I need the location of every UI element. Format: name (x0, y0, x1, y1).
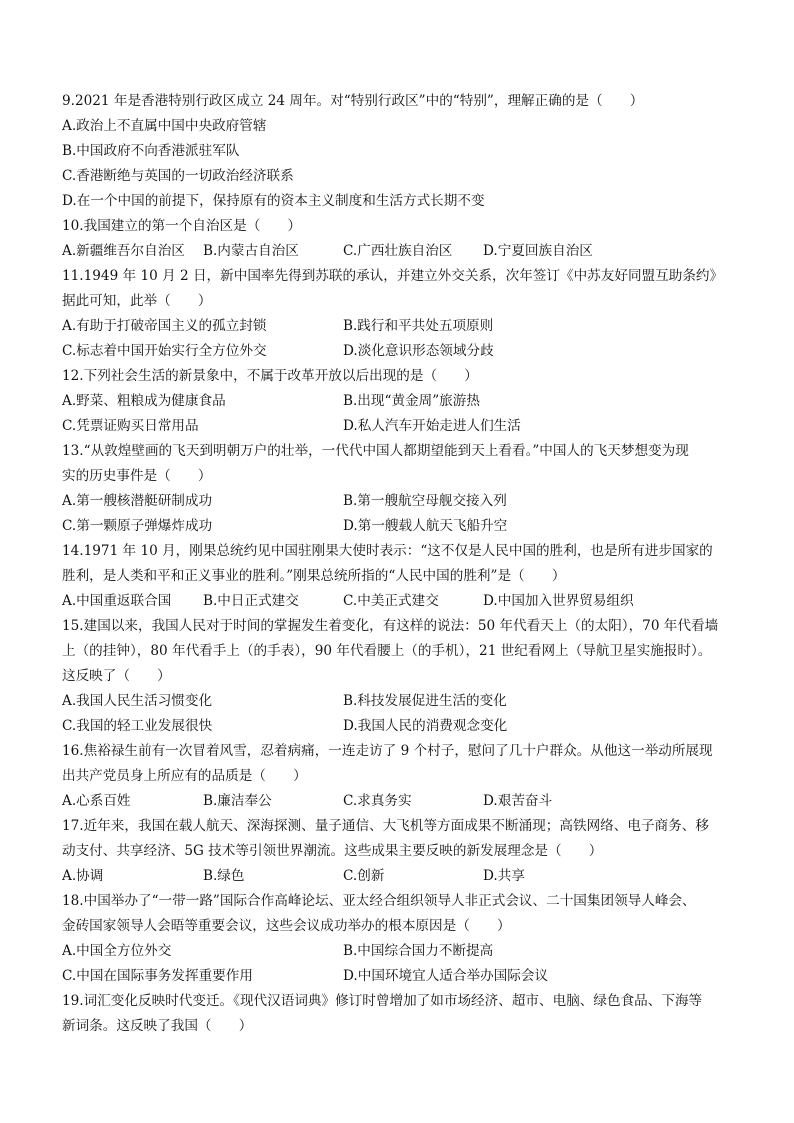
question-stem-line: 上（的挂钟），80 年代看手上（的手表），90 年代看腰上（的手机），21 世纪看网上（导航卫星实施报时）。 (62, 643, 712, 659)
question-stem-line: 新词条。这反映了我国（ ） (62, 1018, 253, 1034)
answer-options-row (62, 339, 734, 364)
question-block (62, 539, 734, 614)
answer-options-row (62, 514, 734, 539)
answer-option: D.宁夏回族自治区 (483, 243, 593, 259)
answer-option: D.私人汽车开始走进人们生活 (343, 418, 521, 434)
answer-option: C.我国的轻工业发展很快 (62, 718, 213, 734)
answer-options-row (62, 689, 734, 714)
answer-options-row (62, 389, 734, 414)
answer-option: C.标志着中国开始实行全方位外交 (62, 343, 267, 359)
answer-option: C.广西壮族自治区 (343, 243, 453, 259)
question-list (62, 89, 734, 1039)
answer-options-row (62, 239, 734, 264)
question-stem-line: 动支付、共享经济、5G 技术等引领世界潮流。这些成果主要反映的新发展理念是（ ） (62, 843, 603, 859)
answer-option: D.共享 (483, 868, 525, 884)
answer-options-row (62, 314, 734, 339)
question-block (62, 739, 734, 814)
question-block (62, 814, 734, 889)
answer-option: D.中国加入世界贸易组织 (483, 593, 634, 609)
answer-option: B.出现“黄金周”旅游热 (343, 393, 480, 409)
answer-option: A.中国重返联合国 (62, 593, 172, 609)
answer-option: C.创新 (343, 868, 385, 884)
question-stem-line: 17.近年来，我国在载人航天、深海探测、量子通信、大飞机等方面成果不断涌现；高铁网络、电子商务、移 (62, 818, 709, 834)
answer-option: D.第一艘载人航天飞船升空 (343, 518, 508, 534)
question-stem-line: 这反映了（ ） (62, 668, 171, 684)
answer-option: B.中国政府不向香港派驻军队 (62, 143, 240, 159)
answer-option: B.中日正式建交 (203, 593, 299, 609)
answer-options-row (62, 964, 734, 989)
question-stem-line: 15.建国以来，我国人民对于时间的掌握发生着变化，有这样的说法：50 年代看天上（的太阳），70 年代看墙 (62, 618, 719, 634)
question-block (62, 614, 734, 739)
question-stem-line: 金砖国家领导人会晤等重要会议，这些会议成功举办的根本原因是（ ） (62, 918, 511, 934)
answer-option: D.我国人民的消费观念变化 (343, 718, 508, 734)
answer-option: B.中国综合国力不断提高 (343, 943, 494, 959)
answer-option: B.科技发展促进生活的变化 (343, 693, 507, 709)
answer-option: A.协调 (62, 868, 104, 884)
question-block (62, 264, 734, 364)
answer-option: A.我国人民生活习惯变化 (62, 693, 213, 709)
answer-option: B.第一艘航空母舰交接入列 (343, 493, 507, 509)
question-block (62, 89, 734, 214)
question-stem-line: 9.2021 年是香港特别行政区成立 24 周年。对“特别行政区”中的“特别”，理解正确的是（ ） (62, 93, 644, 109)
answer-option: A.第一艘核潜艇研制成功 (62, 493, 213, 509)
answer-option: A.新疆维吾尔自治区 (62, 243, 185, 259)
answer-option: A.野菜、粗粮成为健康食品 (62, 393, 226, 409)
answer-options-row (62, 589, 734, 614)
answer-option: B.践行和平共处五项原则 (343, 318, 494, 334)
answer-option: A.政治上不直属中国中央政府管辖 (62, 118, 267, 134)
answer-option: A.有助于打破帝国主义的孤立封锁 (62, 318, 267, 334)
answer-options-row (62, 714, 734, 739)
question-block (62, 989, 734, 1039)
question-stem-line: 18.中国举办了“一带一路”国际合作高峰论坛、亚太经合组织领导人非正式会议、二十国集团领导人峰会、 (62, 893, 696, 909)
answer-option: C.求真务实 (343, 793, 412, 809)
answer-option: C.第一颗原子弹爆炸成功 (62, 518, 213, 534)
answer-options-row (62, 489, 734, 514)
answer-options-row (62, 939, 734, 964)
question-block (62, 364, 734, 439)
answer-option: C.凭票证购买日常用品 (62, 418, 199, 434)
question-stem-line: 12.下列社会生活的新景象中，不属于改革开放以后出现的是（ ） (62, 368, 478, 384)
answer-option: D.中国环境宜人适合举办国际会议 (343, 968, 549, 984)
answer-option: C.香港断绝与英国的一切政治经济联系 (62, 168, 294, 184)
answer-option: B.绿色 (203, 868, 245, 884)
answer-option: D.淡化意识形态领域分歧 (343, 343, 494, 359)
answer-option: A.中国全方位外交 (62, 943, 172, 959)
question-stem-line: 据此可知，此举（ ） (62, 293, 212, 309)
question-stem-line: 14.1971 年 10 月，刚果总统约见中国驻刚果大使时表示：“这不仅是人民中国的胜利，也是所有进步国家的 (62, 543, 713, 559)
answer-option: A.心系百姓 (62, 793, 131, 809)
question-stem-line: 出共产党员身上所应有的品质是（ ） (62, 768, 307, 784)
question-stem-line: 13.“从敦煌壁画的飞天到明朝万户的壮举，一代代中国人都期望能到天上看看。”中国人的飞天梦想变为现 (62, 443, 689, 459)
answer-options-row (62, 789, 734, 814)
question-block (62, 214, 734, 264)
answer-options-row (62, 414, 734, 439)
answer-option: C.中美正式建交 (343, 593, 439, 609)
question-stem-line: 胜利，是人类和平和正义事业的胜利。”刚果总统所指的“人民中国的胜利”是（ ） (62, 568, 566, 584)
question-stem-line: 10.我国建立的第一个自治区是（ ） (62, 218, 302, 234)
question-stem-line: 实的历史事件是（ ） (62, 468, 212, 484)
question-stem-line: 19.词汇变化反映时代变迁。《现代汉语词典》修订时曾增加了如市场经济、超市、电脑、绿色食品、下海等 (62, 993, 703, 1009)
answer-option: D.艰苦奋斗 (483, 793, 553, 809)
answer-option: B.廉洁奉公 (203, 793, 272, 809)
question-stem-line: 11.1949 年 10 月 2 日，新中国率先得到苏联的承认，并建立外交关系，次年签订《中苏友好同盟互助条约》 (62, 268, 724, 284)
answer-option: D.在一个中国的前提下，保持原有的资本主义制度和生活方式长期不变 (62, 193, 485, 209)
question-block (62, 889, 734, 989)
answer-option: B.内蒙古自治区 (203, 243, 299, 259)
question-block (62, 439, 734, 539)
question-stem-line: 16.焦裕禄生前有一次冒着风雪，忍着病痛，一连走访了 9 个村子，慰问了几十户群众。从他这一举动所展现 (62, 743, 713, 759)
answer-options-row (62, 864, 734, 889)
answer-option: C.中国在国际事务发挥重要作用 (62, 968, 253, 984)
